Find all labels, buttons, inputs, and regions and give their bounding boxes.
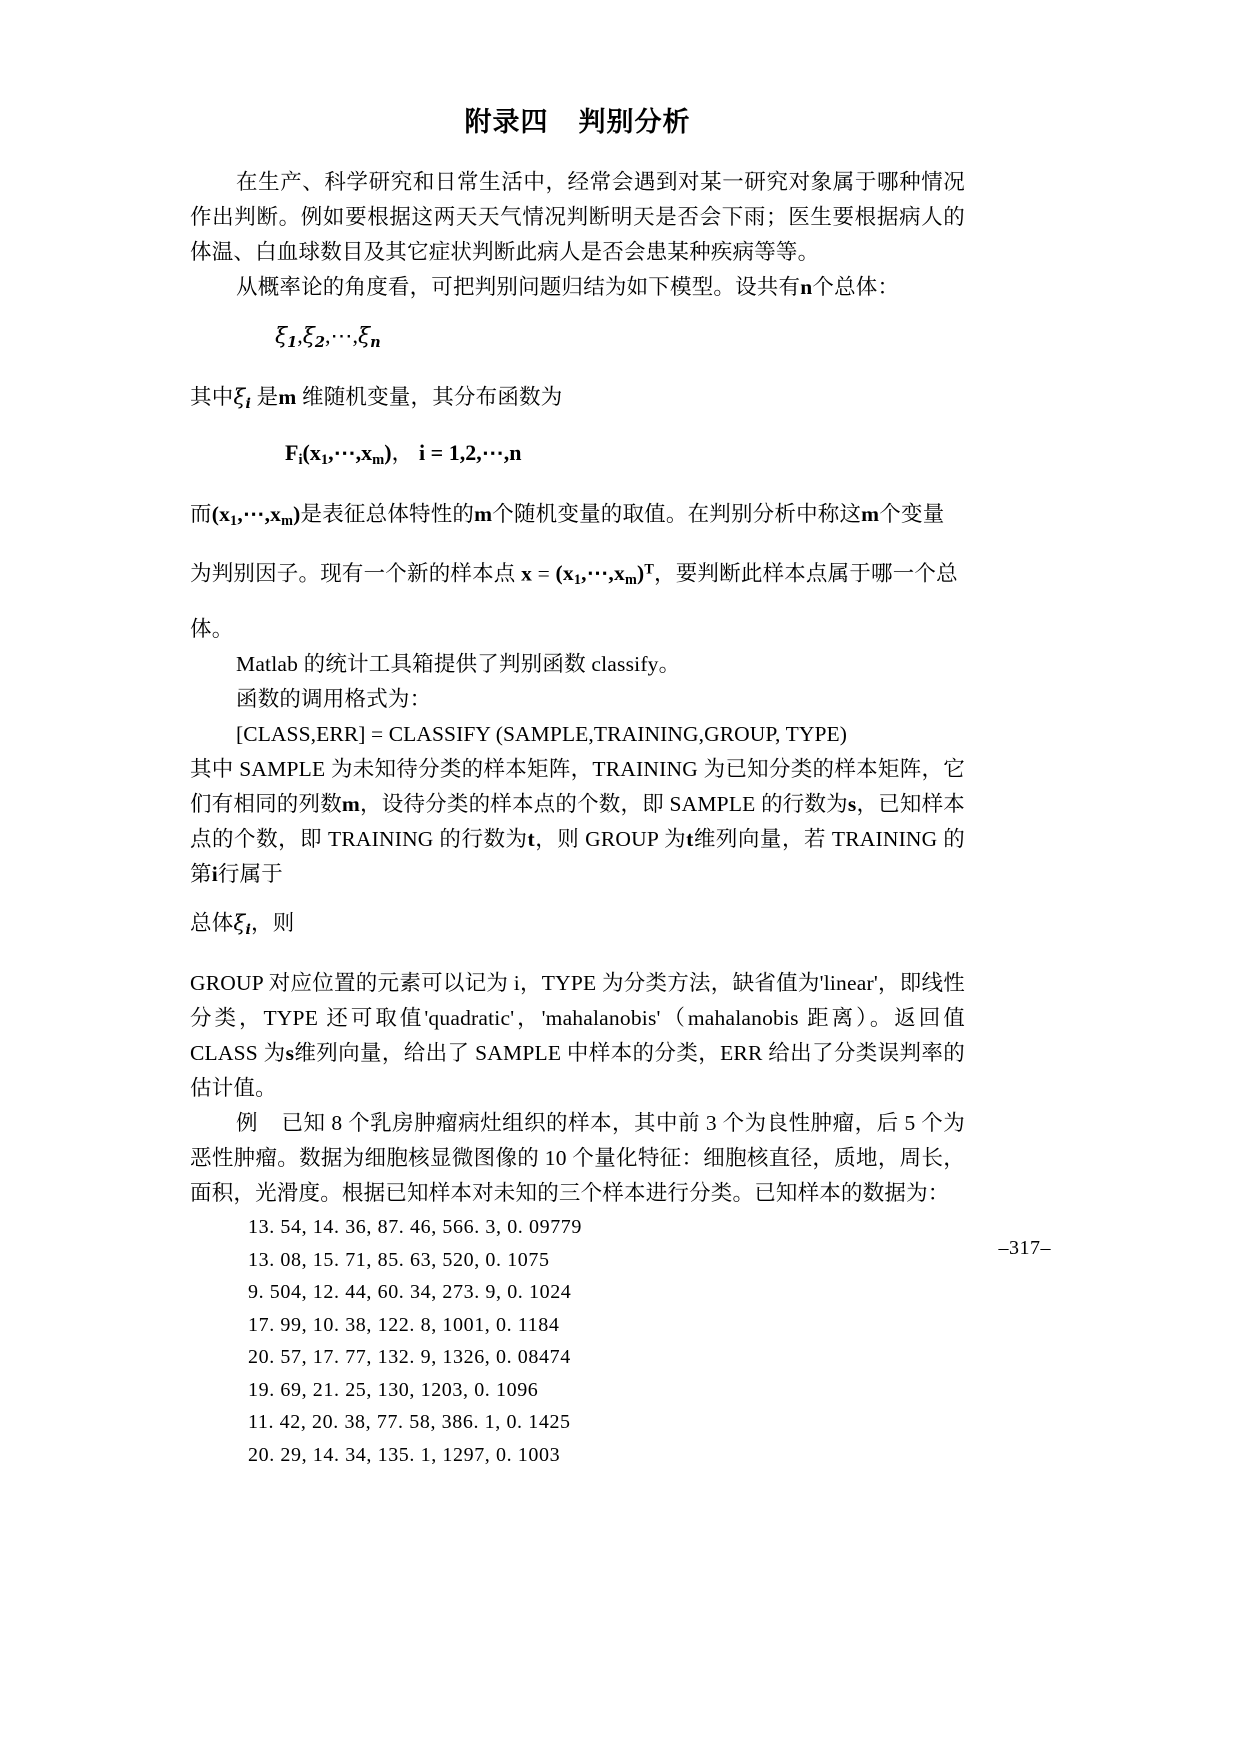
paragraph-model-b: 个总体： bbox=[812, 275, 900, 299]
page-title bbox=[190, 100, 965, 139]
symbol-m-4: m bbox=[341, 792, 361, 817]
symbol-n: n bbox=[800, 275, 813, 299]
formula-comma-1: , bbox=[297, 323, 303, 348]
paragraph-args-c: ，已知样本点的个数，即 TRAINING 的行数为 bbox=[190, 792, 965, 852]
inline-x-transpose: $(x_1,\cdots,x_m)^T$ bbox=[555, 561, 655, 589]
paragraph-sample-point-a: 为判别因子。现有一个新的样本点 bbox=[190, 561, 516, 586]
page-content bbox=[190, 100, 965, 1471]
formula-distribution-function bbox=[190, 436, 965, 477]
paragraph-variables-c: 个随机变量的取值。在判别分析中称这 bbox=[492, 502, 862, 527]
data-row: 13. 08, 15. 71, 85. 63, 520, 0. 1075 bbox=[248, 1248, 550, 1271]
paragraph-xi-def-c: 维随机变量，其分布函数为 bbox=[302, 385, 563, 410]
paragraph-variables-b: 是表征总体特性的 bbox=[300, 502, 475, 527]
formula-i-index: i bbox=[419, 440, 426, 466]
paragraph-args-e: 维列向量，若 TRAINING 的第 bbox=[190, 827, 965, 887]
data-row: 9. 504, 12. 44, 60. 34, 273. 9, 0. 1024 bbox=[248, 1281, 572, 1304]
formula-i-values: = 1,2,⋯,n bbox=[430, 440, 522, 466]
paragraph-population-xi bbox=[190, 906, 965, 948]
paragraph-sample-point-b: ，要判断此样本点属于哪一个总 bbox=[654, 561, 958, 586]
page-title-main: 附录四 bbox=[464, 107, 549, 137]
formula-xi-sequence bbox=[190, 319, 965, 360]
formula-xi-n: $\xi_n$ bbox=[357, 324, 381, 352]
formula-xi-2: $\xi_2$ bbox=[302, 324, 325, 352]
paragraph-group-type-b: 维列向量，给出了 SAMPLE 中样本的分类，ERR 给出了分类误判率的估计值。 bbox=[190, 1041, 965, 1101]
formula-F: $F_i$ bbox=[285, 440, 303, 469]
paragraph-xi-def bbox=[190, 380, 965, 422]
page-title-sub: 判别分析 bbox=[578, 107, 691, 137]
symbol-i-1: i bbox=[211, 862, 218, 887]
data-row: 11. 42, 20. 38, 77. 58, 386. 1, 0. 1425 bbox=[248, 1411, 571, 1434]
paragraph-group-type bbox=[190, 966, 965, 1106]
paragraph-population-a: 总体 bbox=[190, 911, 234, 936]
symbol-s-2: s bbox=[285, 1041, 295, 1066]
sample-data-list bbox=[190, 1211, 965, 1471]
formula-comma-2: , bbox=[324, 323, 331, 348]
paragraph-xi-def-a: 其中 bbox=[190, 385, 234, 410]
paragraph-variables-d: 个变量 bbox=[879, 502, 945, 527]
example-text: 已知 8 个乳房肿瘤病灶组织的样本，其中前 3 个为良性肿瘤，后 5 个为恶性肿瘤。数据为细胞核显微图像的 10 个量化特征：细胞核直径，质地，周长，面积，光滑度。根据已知样本对未知的三个样本进行分类。已知样本的数据为： bbox=[190, 1111, 965, 1206]
formula-comma-3: , bbox=[352, 323, 358, 348]
paragraph-variables-a: 而 bbox=[190, 502, 212, 527]
formula-xi-1: $\xi_1$ bbox=[275, 324, 298, 352]
paragraph-matlab-toolbox: Matlab 的统计工具箱提供了判别函数 classify。 bbox=[236, 652, 681, 677]
symbol-s-1: s bbox=[847, 792, 857, 817]
symbol-m-2: m bbox=[474, 502, 493, 527]
inline-xi-i: $\xi_i$ bbox=[233, 385, 252, 413]
paragraph-xi-def-b: 是 bbox=[256, 385, 279, 410]
inline-x-equals: x bbox=[521, 561, 533, 586]
paragraph-population-b: ，则 bbox=[251, 911, 295, 936]
formula-F-args: $(x_1,\cdots,x_m)$ bbox=[302, 440, 392, 469]
paragraph-call-format: 函数的调用格式为： bbox=[236, 687, 432, 712]
paragraph-sample-point bbox=[190, 553, 965, 598]
data-row: 19. 69, 21. 25, 130, 1203, 0. 1096 bbox=[248, 1378, 539, 1401]
inline-x-vector: $(x_1,\cdots,x_m)$ bbox=[211, 502, 301, 530]
formula-F-comma: ， bbox=[391, 440, 414, 466]
paragraph-sample-point-end: 体。 bbox=[190, 617, 234, 642]
paragraph-model-a: 从概率论的角度看，可把判别问题归结为如下模型。设共有 bbox=[236, 275, 801, 299]
paragraph-intro: 在生产、科学研究和日常生活中，经常会遇到对某一研究对象属于哪种情况作出判断。例如要根据这两天天气情况判断明天是否会下雨；医生要根据病人的体温、白血球数目及其它症状判断此病人是否会患某种疾病等等。 bbox=[190, 170, 965, 264]
inline-xi-i-2: $\xi_i$ bbox=[233, 911, 252, 939]
inline-equals-sign: = bbox=[537, 561, 550, 586]
code-classify-signature: [CLASS,ERR] = CLASSIFY (SAMPLE,TRAINING,GROUP, TYPE) bbox=[236, 722, 848, 747]
paragraph-args-b: ，设待分类的样本点的个数，即 SAMPLE 的行数为 bbox=[360, 792, 848, 817]
paragraph-args-f: 行属于 bbox=[217, 862, 283, 887]
paragraph-model bbox=[190, 270, 965, 305]
symbol-m-3: m bbox=[861, 502, 880, 527]
data-row: 20. 57, 17. 77, 132. 9, 1326, 0. 08474 bbox=[248, 1346, 571, 1369]
symbol-m-1: m bbox=[278, 385, 297, 410]
formula-ellipsis: ⋯ bbox=[330, 323, 353, 348]
paragraph-args-a: 其中 SAMPLE 为未知待分类的样本矩阵，TRAINING 为已知分类的样本矩阵，它们有相同的列数 bbox=[190, 757, 965, 817]
paragraph-args-description bbox=[190, 752, 965, 892]
paragraph-group-type-a: GROUP 对应位置的元素可以记为 i，TYPE 为分类方法，缺省值为'linear'，即线性分类，TYPE 还可取值'quadratic'，'mahalanobis'（mahalanobis 距离）。返回值 CLASS 为 bbox=[190, 971, 965, 1066]
paragraph-example bbox=[190, 1106, 965, 1211]
data-row: 20. 29, 14. 34, 135. 1, 1297, 0. 1003 bbox=[248, 1443, 561, 1466]
paragraph-args-d: ，则 GROUP 为 bbox=[534, 827, 687, 852]
symbol-t-1: t bbox=[527, 827, 535, 852]
symbol-t-2: t bbox=[686, 827, 694, 852]
page-number: –317– bbox=[998, 1237, 1051, 1259]
data-row: 13. 54, 14. 36, 87. 46, 566. 3, 0. 09779 bbox=[248, 1216, 582, 1239]
example-label: 例 bbox=[236, 1111, 258, 1136]
paragraph-variables bbox=[190, 497, 965, 539]
data-row: 17. 99, 10. 38, 122. 8, 1001, 0. 1184 bbox=[248, 1313, 560, 1336]
